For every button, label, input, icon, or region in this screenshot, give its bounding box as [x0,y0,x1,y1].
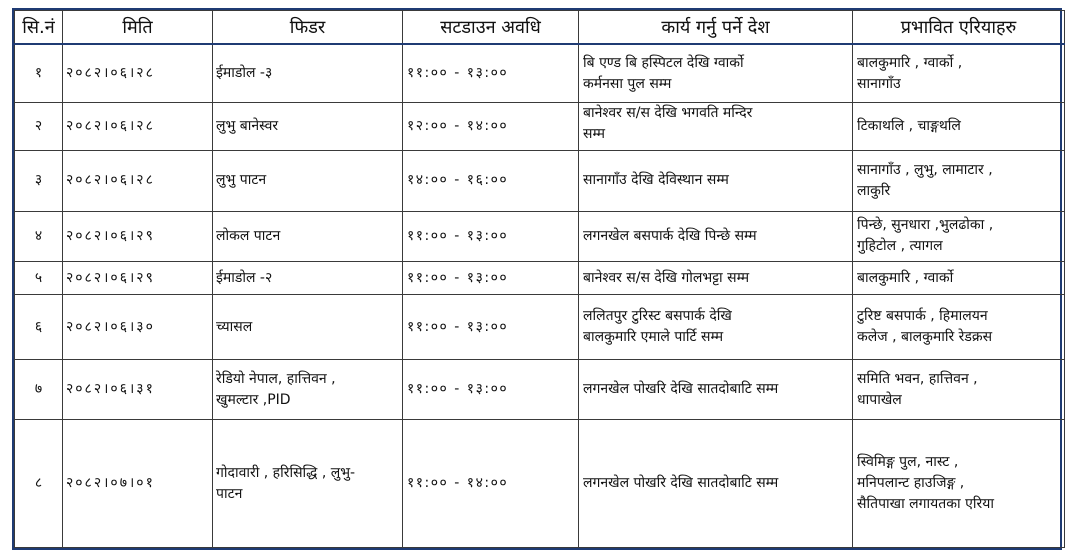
row-affected-areas [853,295,1065,359]
row-date: २०८२।०६।२८ [63,103,213,151]
row-feeder [213,211,403,261]
feeder-line: गोदावारी , हरिसिद्धि , लुभु- [216,464,356,481]
work-location-line: बि एण्ड बि हस्पिटल देखि ग्वार्को [583,54,744,71]
affected-area-line: समिति भवन, हात्तिवन , [857,370,978,387]
row-shutdown-time: ११:०० - १३:०० [403,295,579,359]
row-date: २०८२।०६।२९ [63,261,213,295]
affected-area-line: मनिपलान्ट हाउजिङ्ग , [857,475,965,492]
row-shutdown-time: ११:०० - १३:०० [403,261,579,295]
affected-area-line: टुरिष्ट बसपार्क , हिमालयन [857,308,988,325]
row-feeder [213,420,403,548]
row-date: २०८२।०६।३१ [63,359,213,419]
table-row [15,261,1065,295]
row-date: २०८२।०६।३० [63,295,213,359]
table-row [15,359,1065,419]
row-serial-number: ३ [15,151,63,211]
table-header-row [15,11,1065,45]
affected-area-line: बालकुमारि , ग्वार्को , [857,54,963,71]
feeder-line: च्यासल [216,318,253,335]
row-serial-number: २ [15,103,63,151]
row-affected-areas [853,420,1065,548]
row-shutdown-time: ११:०० - १३:०० [403,359,579,419]
row-work-location [579,420,853,548]
row-shutdown-time: ११:०० - १३:०० [403,211,579,261]
row-work-location [579,44,853,103]
row-shutdown-time: ११:०० - १३:०० [403,44,579,103]
work-location-line: लगनखेल पोखरि देखि सातदोबाटि सम्म [583,381,779,398]
feeder-line: पाटन [216,485,243,502]
affected-area-line: सानागाँउ , लुभु, लामाटार , [857,161,993,178]
affected-area-line: स्विमिङ्ग पुल, नास्ट , [857,454,959,471]
feeder-line: रेडियो नेपाल, हात्तिवन , [216,370,336,387]
feeder-line: लुभु पाटन [216,172,267,189]
table-row [15,295,1065,359]
row-date: २०८२।०६।२८ [63,151,213,211]
affected-area-line: लाकुरि [857,182,891,199]
feeder-line: लुभु बानेस्वर [216,118,279,135]
row-date: २०८२।०६।२८ [63,44,213,103]
work-location-line: सम्म [583,126,606,143]
row-feeder [213,44,403,103]
row-shutdown-time: १४:०० - १६:०० [403,151,579,211]
affected-area-line: सैतिपाखा लगायतका एरिया [857,496,994,513]
row-work-location [579,103,853,151]
feeder-line: ईमाडोल -२ [216,269,273,286]
row-feeder [213,359,403,419]
shutdown-schedule-sheet [12,8,1062,550]
feeder-line: लोकल पाटन [216,227,281,244]
work-location-line: सानागाँउ देखि देविस्थान सम्म [583,172,729,189]
header-date: मिति [63,11,213,45]
row-shutdown-time: ११:०० - १४:०० [403,420,579,548]
row-feeder [213,295,403,359]
affected-area-line: पिन्छे, सुनधारा ,भुलढोका , [857,217,994,234]
row-work-location [579,261,853,295]
affected-area-line: टिकाथलि , चाङ्गथलि [857,118,961,135]
work-location-line: बानेश्वर स/स देखि भगवति मन्दिर [583,105,753,122]
row-affected-areas [853,103,1065,151]
row-serial-number: ८ [15,420,63,548]
header-sn: सि.नं [15,11,63,45]
header-affected-areas: प्रभावित एरियाहरु [853,11,1065,45]
work-location-line: लगनखेल बसपार्क देखि पिन्छे सम्म [583,227,757,244]
work-location-line: बानेश्वर स/स देखि गोलभट्टा सम्म [583,269,750,286]
header-feeder: फिडर [213,11,403,45]
row-serial-number: ४ [15,211,63,261]
feeder-line: ईमाडोल -३ [216,65,273,82]
shutdown-schedule-table [14,10,1065,548]
affected-area-line: बालकुमारि , ग्वार्को [857,269,954,286]
feeder-line: खुमल्टार ,PID [216,391,291,408]
work-location-line: कर्मनसा पुल सम्म [583,75,672,92]
row-serial-number: ६ [15,295,63,359]
row-feeder [213,151,403,211]
affected-area-line: धापाखेल [857,391,902,408]
row-affected-areas [853,44,1065,103]
header-shutdown-period: सटडाउन अवधि [403,11,579,45]
work-location-line: ललितपुर टुरिस्ट बसपार्क देखि [583,308,732,325]
row-serial-number: ७ [15,359,63,419]
row-feeder [213,103,403,151]
row-shutdown-time: १२:०० - १४:०० [403,103,579,151]
header-work-place: कार्य गर्नु पर्ने देश [579,11,853,45]
affected-area-line: गुहिटोल , त्यागल [857,238,943,255]
work-location-line: लगनखेल पोखरि देखि सातदोबाटि सम्म [583,475,779,492]
row-serial-number: ५ [15,261,63,295]
row-affected-areas [853,359,1065,419]
row-date: २०८२।०६।२९ [63,211,213,261]
table-row [15,151,1065,211]
row-work-location [579,211,853,261]
row-work-location [579,295,853,359]
table-row [15,420,1065,548]
row-affected-areas [853,151,1065,211]
table-row [15,44,1065,103]
row-affected-areas [853,211,1065,261]
row-work-location [579,359,853,419]
row-feeder [213,261,403,295]
affected-area-line: कलेज , बालकुमारि रेडक्रस [857,329,993,346]
row-affected-areas [853,261,1065,295]
affected-area-line: सानागाँउ [857,75,901,92]
table-row [15,103,1065,151]
work-location-line: बालकुमारि एमाले पार्टि सम्म [583,329,724,346]
row-serial-number: १ [15,44,63,103]
row-date: २०८२।०७।०१ [63,420,213,548]
row-work-location [579,151,853,211]
table-row [15,211,1065,261]
